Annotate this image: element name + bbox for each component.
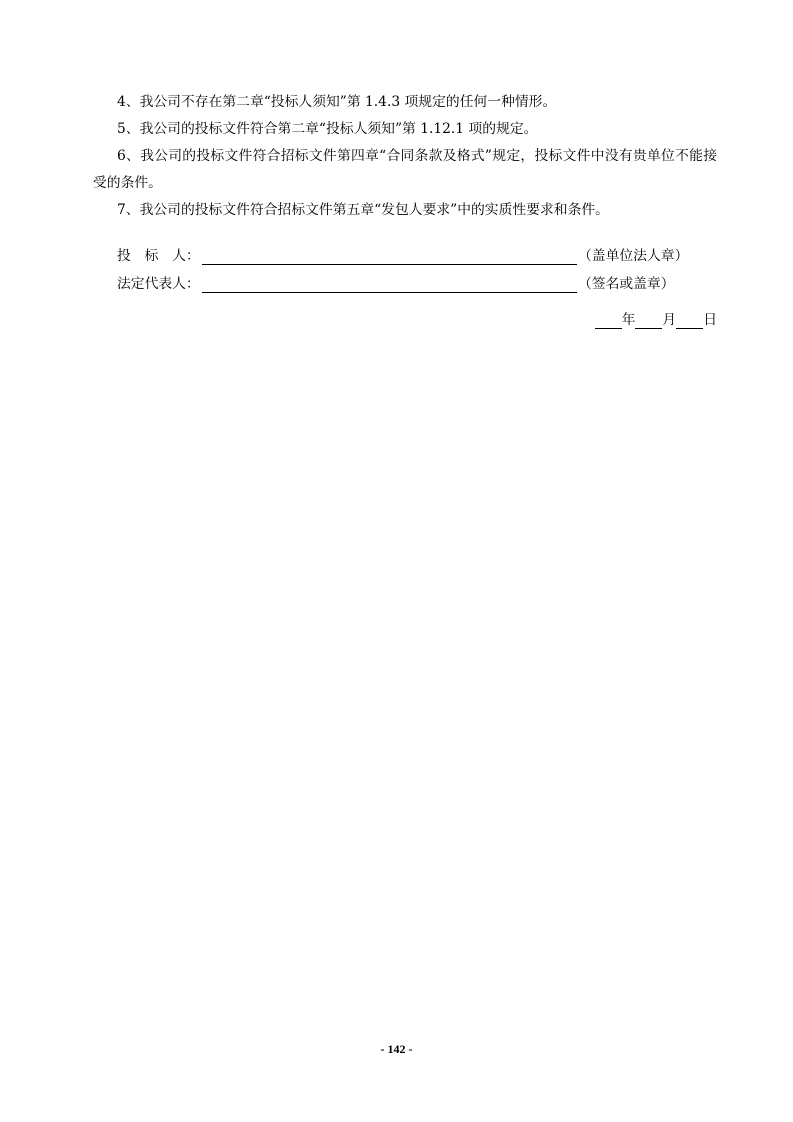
legal-rep-signature-line (202, 277, 577, 293)
legal-rep-signature-row (117, 275, 675, 293)
date-row (595, 311, 717, 329)
commitment-clauses (93, 89, 717, 224)
page-number: - 142 - (380, 1042, 413, 1056)
legal-rep-sign-note: （签名或盖章） (578, 276, 675, 292)
clause-5: 5、我公司的投标文件符合第二章“投标人须知”第 1.12.1 项的规定。 (117, 121, 538, 137)
bidder-seal-note: （盖单位法人章） (578, 248, 689, 264)
bidder-signature-line (202, 249, 577, 265)
day-blank (676, 313, 703, 329)
month-blank (635, 313, 662, 329)
bidder-label: 投 标 人： (117, 248, 200, 264)
year-label: 年 (621, 312, 636, 328)
bidder-signature-row (117, 247, 688, 265)
clause-6-line-2: 受的条件。 (93, 175, 162, 191)
legal-rep-label: 法定代表人： (117, 276, 200, 292)
day-label: 日 (703, 312, 717, 328)
clause-7: 7、我公司的投标文件符合招标文件第五章“发包人要求”中的实质性要求和条件。 (117, 202, 609, 218)
month-label: 月 (662, 312, 677, 328)
clause-6-line-1: 6、我公司的投标文件符合招标文件第四章“合同条款及格式”规定，投标文件中没有贵单位不能接 (117, 148, 717, 164)
year-blank (595, 313, 622, 329)
clause-4: 4、我公司不存在第二章“投标人须知”第 1.4.3 项规定的任何一种情形。 (117, 94, 557, 110)
